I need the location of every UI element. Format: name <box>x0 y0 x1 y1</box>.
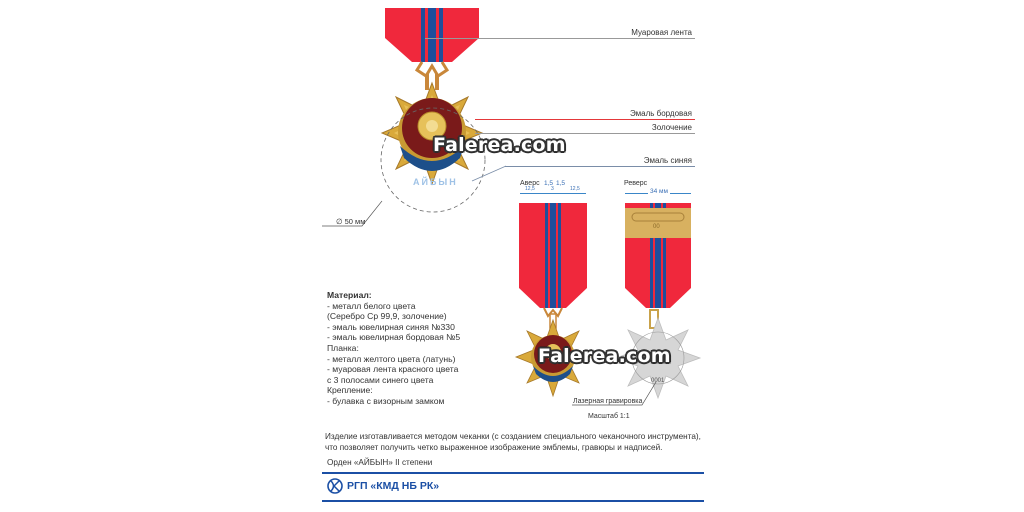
laser-engraving-label: Лазерная гравировка <box>573 398 643 405</box>
dim-stripe2: 1,5 <box>556 180 566 187</box>
callout-enamel-blue: Эмаль синяя <box>643 156 692 165</box>
materials-line: с 3 полосами синего цвета <box>327 374 434 385</box>
materials-line: - эмаль ювелирная бордовая №5 <box>327 332 461 343</box>
materials-line: - металл желтого цвета (латунь) <box>327 353 456 364</box>
materials-line: - муаровая лента красного цвета <box>327 364 459 375</box>
materials-line: Крепление: <box>327 385 373 396</box>
kmd-logo-icon <box>327 478 343 494</box>
footer-rule-bottom <box>322 500 704 502</box>
dim-left: 12,5 <box>525 186 535 192</box>
callout-gilding: Золочение <box>651 123 692 132</box>
medal-inscription: АЙБЫН <box>413 177 458 187</box>
reverse-width: 34 мм <box>650 188 668 195</box>
description-line-1: Изделие изготавливается методом чеканки (с созданием специального чеканочного инструмента), <box>325 432 701 441</box>
description-line-2: что позволяет получить четко выраженное изображение эмблемы, гравюры и надписей. <box>325 442 663 452</box>
diameter-label: ∅ 50 мм <box>336 217 366 226</box>
reverse-title: Реверс <box>624 180 648 187</box>
dim-center: 3 <box>551 186 554 192</box>
callout-ribbon: Муаровая лента <box>631 28 692 37</box>
materials-block <box>327 290 507 407</box>
scale-label: Масштаб 1:1 <box>588 413 630 420</box>
materials-heading: Материал: <box>327 290 372 300</box>
materials-line: - эмаль ювелирная синяя №330 <box>327 321 455 332</box>
watermark-2: Falerea.com <box>538 345 671 367</box>
callout-enamel-burgundy: Эмаль бордовая <box>629 109 692 118</box>
description-block <box>325 432 715 453</box>
footer-rule-top <box>322 472 704 474</box>
laser-leader <box>570 380 660 410</box>
order-name: Орден «АЙБЫН» II степени <box>327 458 433 467</box>
materials-line: (Серебро Ср 99,9, золочение) <box>327 311 447 322</box>
dim-stripe1: 1,5 <box>544 180 554 187</box>
materials-line: - булавка с визорным замком <box>327 395 445 406</box>
dim-right: 12,5 <box>570 186 580 192</box>
watermark: Falerea.com <box>433 134 566 156</box>
materials-line: - металл белого цвета <box>327 300 416 311</box>
org-name: РГП «КМД НБ РК» <box>347 480 440 492</box>
reverse-serial: 0001 <box>651 378 665 384</box>
enamel-blue-leader <box>470 165 510 185</box>
diameter-circle <box>378 105 488 215</box>
plate-mark: 00 <box>653 224 660 230</box>
footer-logo <box>327 478 439 494</box>
materials-line: Планка: <box>327 342 359 353</box>
obverse-title: Аверс <box>520 180 540 187</box>
